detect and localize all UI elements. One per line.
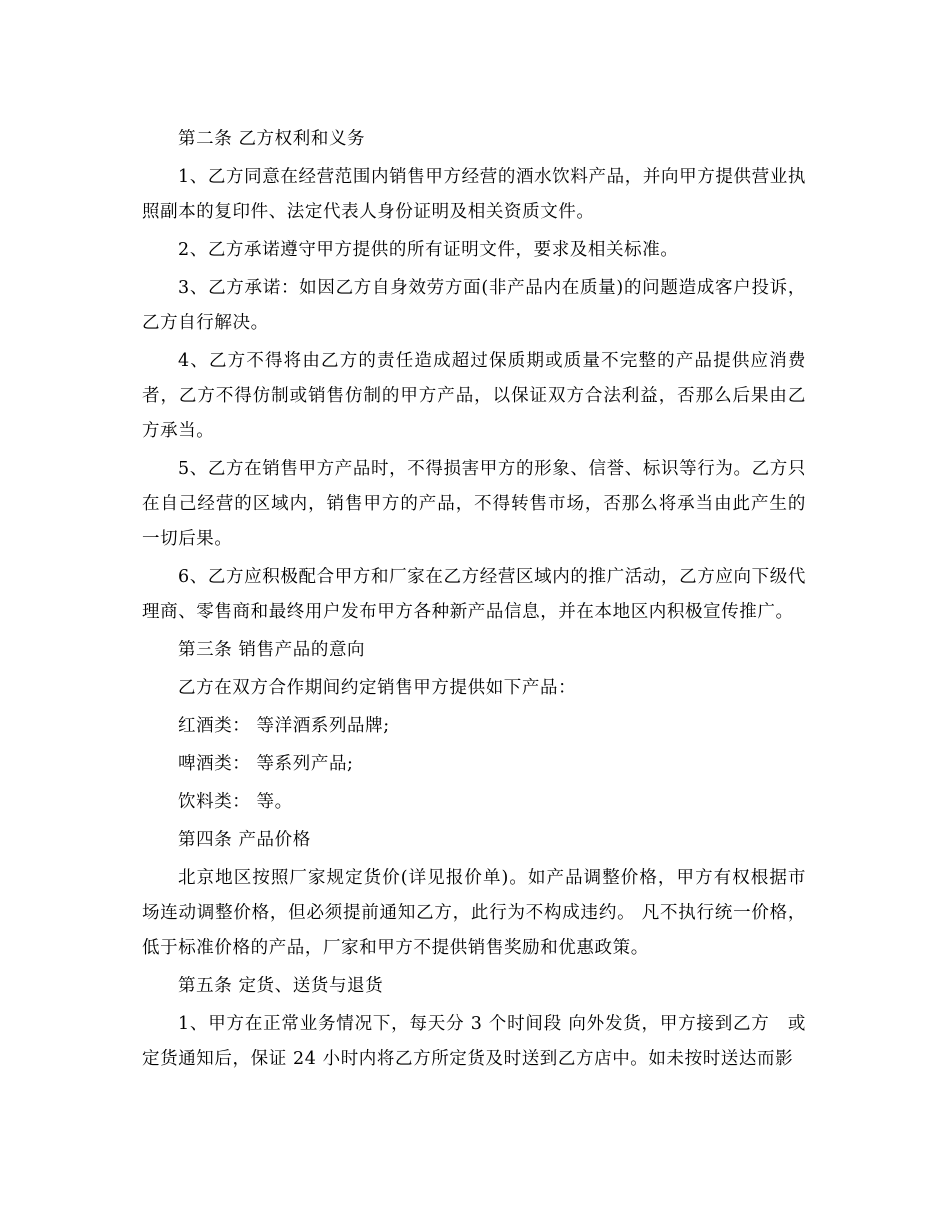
paragraph-4-pricing: 北京地区按照厂家规定货价(详见报价单)。如产品调整价格，甲方有权根据市场连动调整价格，但必须提前通知乙方，此行为不构成违约。 凡不执行统一价格，低于标准价格的产品，厂家和甲方不提供销售奖励和优惠政策。 [142, 868, 806, 958]
product-line-beer: 啤酒类： 等系列产品; [178, 754, 354, 774]
section-heading-article-4: 第四条 产品价格 [178, 830, 311, 850]
paragraph-2-6: 6、乙方应积极配合甲方和厂家在乙方经营区域内的推广活动，乙方应向下级代理商、零售商和最终用户发布甲方各种新产品信息，并在本地区内积极宣传推广。 [142, 567, 806, 622]
section-heading-article-5: 第五条 定货、送货与退货 [178, 976, 384, 996]
section-heading-article-2: 第二条 乙方权利和义务 [178, 129, 366, 149]
paragraph-2-3: 3、乙方承诺：如因乙方自身效劳方面(非产品内在质量)的问题造成客户投诉，乙方自行解决。 [142, 278, 806, 333]
section-heading-article-3: 第三条 销售产品的意向 [178, 640, 366, 660]
paragraph-2-5: 5、乙方在销售甲方产品时，不得损害甲方的形象、信誉、标识等行为。乙方只在自己经营的区域内，销售甲方的产品，不得转售市场，否那么将承当由此产生的一切后果。 [142, 459, 806, 549]
paragraph-3-intro: 乙方在双方合作期间约定销售甲方提供如下产品： [178, 678, 577, 698]
paragraph-5-1: 1、甲方在正常业务情况下，每天分 3 个时间段 向外发货，甲方接到乙方 或定货通知后，保证 24 小时内将乙方所定货及时送到乙方店中。如未按时送达而影 [142, 1014, 806, 1069]
paragraph-2-4: 4、乙方不得将由乙方的责任造成超过保质期或质量不完整的产品提供应消费者，乙方不得仿制或销售仿制的甲方产品，以保证双方合法利益，否那么后果由乙方承当。 [142, 351, 806, 441]
product-line-wine: 红酒类： 等洋酒系列品牌; [178, 716, 390, 736]
paragraph-2-1: 1、乙方同意在经营范围内销售甲方经营的酒水饮料产品，并向甲方提供营业执照副本的复印件、法定代表人身份证明及相关资质文件。 [142, 167, 806, 222]
paragraph-2-2: 2、乙方承诺遵守甲方提供的所有证明文件，要求及相关标准。 [178, 240, 679, 260]
product-line-beverage: 饮料类： 等。 [178, 792, 293, 812]
document-page [142, 122, 806, 1080]
